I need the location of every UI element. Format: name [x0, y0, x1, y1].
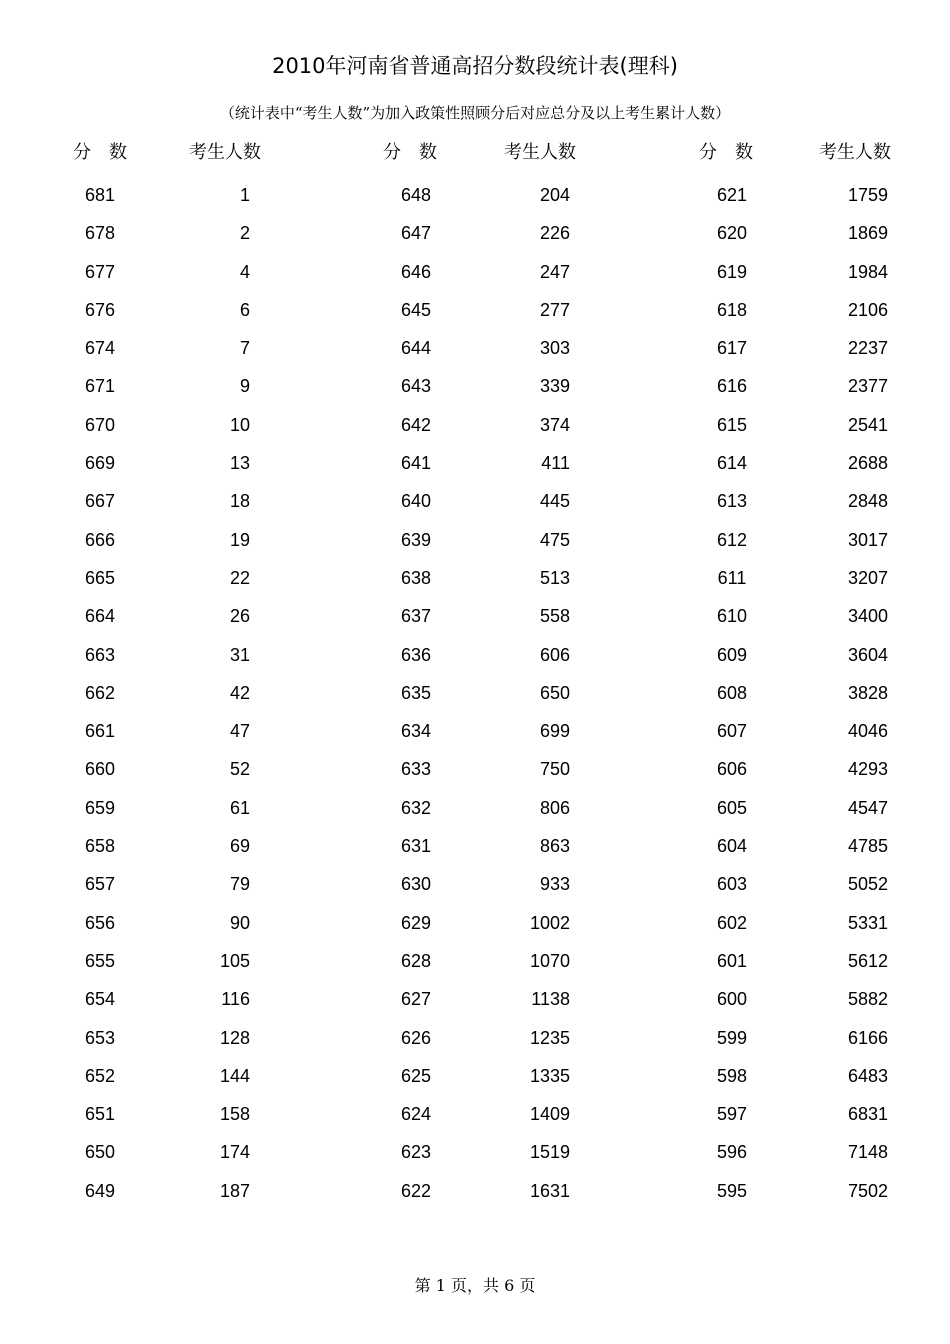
- count-cell: 1409: [529, 1104, 570, 1125]
- count-cell: 9: [239, 376, 250, 397]
- table-header: [0, 140, 950, 166]
- score-cell: 612: [716, 529, 748, 550]
- count-cell: 13: [229, 453, 250, 474]
- score-cell: 639: [400, 529, 432, 550]
- count-cell: 3017: [847, 529, 888, 550]
- score-cell: 598: [716, 1065, 748, 1086]
- table-row: [0, 1138, 950, 1176]
- score-cell: 669: [84, 453, 116, 474]
- score-cell: 665: [84, 567, 116, 588]
- count-cell: 3400: [847, 606, 888, 627]
- score-cell: 605: [716, 797, 748, 818]
- header-score-3: 分 数: [699, 142, 753, 163]
- score-cell: 601: [716, 950, 748, 971]
- score-cell: 606: [716, 759, 748, 780]
- table-row: [0, 679, 950, 717]
- score-cell: 657: [84, 874, 116, 895]
- score-cell: 663: [84, 644, 116, 665]
- count-cell: 19: [229, 529, 250, 550]
- count-cell: 158: [219, 1104, 250, 1125]
- table-row: [0, 909, 950, 947]
- score-cell: 646: [400, 261, 432, 282]
- score-cell: 614: [716, 453, 748, 474]
- table-row: [0, 372, 950, 410]
- score-cell: 640: [400, 491, 432, 512]
- count-cell: 863: [539, 836, 570, 857]
- table-row: [0, 1024, 950, 1062]
- count-cell: 2541: [847, 414, 888, 435]
- count-cell: 247: [539, 261, 570, 282]
- count-cell: 1759: [847, 185, 888, 205]
- count-cell: 5612: [847, 950, 888, 971]
- count-cell: 513: [539, 567, 570, 588]
- count-cell: 374: [539, 414, 570, 435]
- count-cell: 61: [229, 797, 250, 818]
- count-cell: 5882: [847, 989, 888, 1010]
- score-cell: 645: [400, 299, 432, 320]
- table-row: [0, 985, 950, 1023]
- count-cell: 1070: [529, 950, 570, 971]
- score-cell: 666: [84, 529, 116, 550]
- score-cell: 619: [716, 261, 748, 282]
- count-cell: 42: [229, 682, 250, 703]
- count-cell: 5052: [847, 874, 888, 895]
- score-cell: 632: [400, 797, 432, 818]
- score-cell: 643: [400, 376, 432, 397]
- score-cell: 633: [400, 759, 432, 780]
- score-cell: 638: [400, 567, 432, 588]
- score-cell: 641: [400, 453, 432, 474]
- count-cell: 806: [539, 797, 570, 818]
- table-row: [0, 564, 950, 602]
- count-cell: 6: [239, 299, 250, 320]
- count-cell: 90: [229, 912, 250, 933]
- table-row: [0, 526, 950, 564]
- table-row: [0, 296, 950, 334]
- count-cell: 475: [539, 529, 570, 550]
- table-row: [0, 641, 950, 679]
- score-cell: 607: [716, 721, 748, 742]
- score-cell: 596: [716, 1142, 748, 1163]
- table-row: [0, 411, 950, 449]
- count-cell: 4046: [847, 721, 888, 742]
- count-cell: 7: [239, 338, 250, 359]
- score-cell: 655: [84, 950, 116, 971]
- count-cell: 650: [539, 682, 570, 703]
- table-body: [0, 181, 950, 1215]
- table-row: [0, 947, 950, 985]
- score-cell: 652: [84, 1065, 116, 1086]
- table-row: [0, 870, 950, 908]
- table-row: [0, 794, 950, 832]
- table-row: [0, 334, 950, 372]
- count-cell: 277: [539, 299, 570, 320]
- count-cell: 303: [539, 338, 570, 359]
- count-cell: 3828: [847, 682, 888, 703]
- count-cell: 4785: [847, 836, 888, 857]
- count-cell: 79: [229, 874, 250, 895]
- table-row: [0, 717, 950, 755]
- page-subtitle: （统计表中“考生人数”为加入政策性照顾分后对应总分及以上考生累计人数）: [219, 104, 731, 122]
- table-row: [0, 832, 950, 870]
- score-cell: 629: [400, 912, 432, 933]
- table-row: [0, 755, 950, 793]
- score-cell: 624: [400, 1104, 432, 1125]
- score-cell: 597: [716, 1104, 748, 1125]
- count-cell: 105: [219, 950, 250, 971]
- page-title: 2010年河南省普通高招分数段统计表(理科): [272, 54, 678, 78]
- header-count-1: 考生人数: [189, 142, 261, 163]
- score-cell: 634: [400, 721, 432, 742]
- count-cell: 606: [539, 644, 570, 665]
- count-cell: 226: [539, 223, 570, 244]
- score-cell: 595: [716, 1180, 748, 1201]
- header-count-2: 考生人数: [504, 142, 576, 163]
- count-cell: 116: [221, 989, 250, 1010]
- count-cell: 187: [219, 1180, 250, 1201]
- score-cell: 631: [400, 836, 432, 857]
- count-cell: 6831: [847, 1104, 888, 1125]
- score-cell: 678: [84, 223, 116, 244]
- count-cell: 5331: [847, 912, 888, 933]
- score-cell: 661: [84, 721, 116, 742]
- count-cell: 6166: [847, 1027, 888, 1048]
- page-footer: 第 1 页，共 6 页: [414, 1276, 536, 1295]
- count-cell: 128: [219, 1027, 250, 1048]
- count-cell: 1002: [529, 912, 570, 933]
- header-count-3: 考生人数: [819, 142, 891, 163]
- score-cell: 647: [400, 223, 432, 244]
- score-cell: 603: [716, 874, 748, 895]
- score-cell: 611: [717, 567, 747, 588]
- count-cell: 2377: [847, 376, 888, 397]
- count-cell: 2848: [847, 491, 888, 512]
- score-cell: 650: [84, 1142, 116, 1163]
- count-cell: 339: [539, 376, 570, 397]
- count-cell: 4293: [847, 759, 888, 780]
- score-cell: 670: [84, 414, 116, 435]
- count-cell: 4: [239, 261, 250, 282]
- score-cell: 635: [400, 682, 432, 703]
- score-cell: 617: [716, 338, 748, 359]
- count-cell: 10: [229, 414, 250, 435]
- count-cell: 2237: [847, 338, 888, 359]
- score-cell: 677: [84, 261, 116, 282]
- score-cell: 651: [84, 1104, 116, 1125]
- score-cell: 625: [400, 1065, 432, 1086]
- count-cell: 204: [539, 185, 570, 205]
- score-cell: 630: [400, 874, 432, 895]
- score-cell: 610: [716, 606, 748, 627]
- count-cell: 6483: [847, 1065, 888, 1086]
- count-cell: 1519: [529, 1142, 570, 1163]
- count-cell: 411: [541, 453, 570, 474]
- score-cell: 658: [84, 836, 116, 857]
- count-cell: 1869: [847, 223, 888, 244]
- count-cell: 558: [539, 606, 570, 627]
- count-cell: 445: [539, 491, 570, 512]
- count-cell: 1335: [529, 1065, 570, 1086]
- score-cell: 626: [400, 1027, 432, 1048]
- count-cell: 7148: [847, 1142, 888, 1163]
- count-cell: 31: [229, 644, 250, 665]
- table-row: [0, 1100, 950, 1138]
- score-cell: 604: [716, 836, 748, 857]
- count-cell: 2: [239, 223, 250, 244]
- count-cell: 52: [229, 759, 250, 780]
- score-cell: 676: [84, 299, 116, 320]
- score-cell: 618: [716, 299, 748, 320]
- table-row: [0, 219, 950, 257]
- count-cell: 1984: [847, 261, 888, 282]
- score-cell: 620: [716, 223, 748, 244]
- score-cell: 613: [716, 491, 748, 512]
- count-cell: 144: [219, 1065, 250, 1086]
- score-cell: 681: [84, 185, 116, 205]
- count-cell: 22: [229, 567, 250, 588]
- score-cell: 674: [84, 338, 116, 359]
- score-cell: 653: [84, 1027, 116, 1048]
- score-cell: 621: [716, 185, 748, 205]
- count-cell: 26: [229, 606, 250, 627]
- score-cell: 671: [84, 376, 116, 397]
- count-cell: 2106: [847, 299, 888, 320]
- count-cell: 1: [239, 185, 250, 205]
- score-cell: 615: [716, 414, 748, 435]
- score-cell: 627: [400, 989, 432, 1010]
- count-cell: 933: [539, 874, 570, 895]
- score-cell: 600: [716, 989, 748, 1010]
- count-cell: 2688: [847, 453, 888, 474]
- table-row: [0, 602, 950, 640]
- score-cell: 656: [84, 912, 116, 933]
- table-row: [0, 1062, 950, 1100]
- score-cell: 599: [716, 1027, 748, 1048]
- score-cell: 628: [400, 950, 432, 971]
- score-cell: 654: [84, 989, 116, 1010]
- table-row: [0, 181, 950, 219]
- score-cell: 616: [716, 376, 748, 397]
- table-row: [0, 449, 950, 487]
- count-cell: 750: [539, 759, 570, 780]
- score-cell: 659: [84, 797, 116, 818]
- count-cell: 69: [229, 836, 250, 857]
- count-cell: 4547: [847, 797, 888, 818]
- table-row: [0, 258, 950, 296]
- score-cell: 609: [716, 644, 748, 665]
- score-cell: 662: [84, 682, 116, 703]
- score-cell: 623: [400, 1142, 432, 1163]
- count-cell: 3604: [847, 644, 888, 665]
- score-cell: 602: [716, 912, 748, 933]
- score-cell: 636: [400, 644, 432, 665]
- score-cell: 648: [400, 185, 432, 205]
- score-cell: 667: [84, 491, 116, 512]
- count-cell: 3207: [847, 567, 888, 588]
- count-cell: 47: [229, 721, 250, 742]
- count-cell: 1138: [531, 989, 570, 1010]
- score-cell: 642: [400, 414, 432, 435]
- score-cell: 622: [400, 1180, 432, 1201]
- count-cell: 7502: [847, 1180, 888, 1201]
- score-cell: 637: [400, 606, 432, 627]
- table-row: [0, 487, 950, 525]
- count-cell: 18: [229, 491, 250, 512]
- score-cell: 608: [716, 682, 748, 703]
- table-row: [0, 1177, 950, 1215]
- count-cell: 174: [219, 1142, 250, 1163]
- score-cell: 644: [400, 338, 432, 359]
- count-cell: 1631: [529, 1180, 570, 1201]
- score-cell: 664: [84, 606, 116, 627]
- score-cell: 649: [84, 1180, 116, 1201]
- header-score-1: 分 数: [73, 142, 127, 163]
- header-score-2: 分 数: [383, 142, 437, 163]
- count-cell: 699: [539, 721, 570, 742]
- score-cell: 660: [84, 759, 116, 780]
- count-cell: 1235: [529, 1027, 570, 1048]
